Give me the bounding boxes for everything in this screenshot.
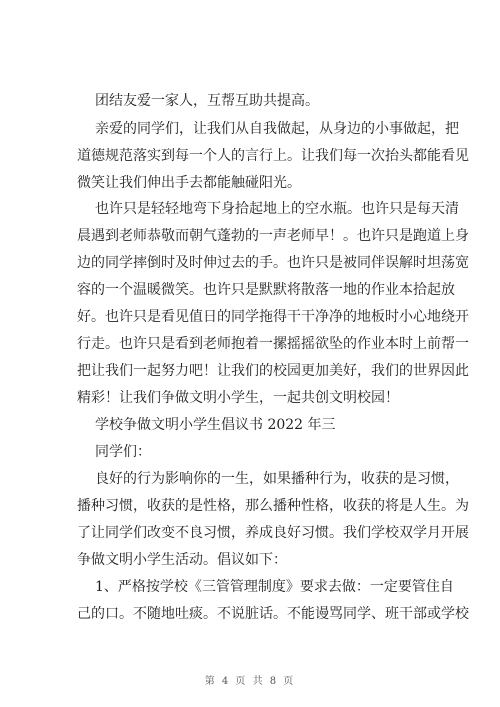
- text-line: 己的口。不随地吐痰。不说脏话。不能谩骂同学、班干部或学校: [77, 606, 469, 622]
- text-line: 行走。也许只是看到老师抱着一摞摇摇欲坠的作业本时上前帮一: [77, 336, 469, 352]
- paragraph-1: [95, 88, 413, 115]
- document-heading: [95, 412, 413, 439]
- text-line: 也许只是轻轻地弯下身拾起地上的空水瓶。也许只是每天清: [95, 201, 459, 217]
- text-line: 晨遇到老师恭敬而朝气蓬勃的一声老师早！。也许只是跑道上身: [77, 228, 469, 244]
- text-line: 播种习惯，收获的是性格，那么播种性格，收获的将是人生。为: [77, 498, 469, 514]
- salutation: [95, 439, 413, 466]
- text-line: 了让同学们改变不良习惯，养成良好习惯。我们学校双学月开展: [77, 525, 469, 541]
- text-line: 亲爱的同学们，让我们从自我做起，从身边的小事做起，把: [95, 121, 459, 137]
- text-line: 同学们：: [95, 444, 151, 460]
- text-line: 争做文明小学生活动。倡议如下：: [77, 552, 287, 568]
- text-line: 良好的行为影响你的一生，如果播种行为，收获的是习惯，: [95, 471, 459, 487]
- text-line: 学校争做文明小学生倡议书 2022 年三: [95, 417, 336, 433]
- paragraph-3: [77, 196, 469, 412]
- paragraph-2: [77, 116, 469, 197]
- text-line: 道德规范落实到每一个人的言行上。让我们每一次抬头都能看见: [77, 148, 469, 164]
- text-line: 微笑让我们伸出手去都能触碰阳光。: [77, 175, 301, 191]
- text-line: 把让我们一起努力吧！让我们的校园更加美好，我们的世界因此: [77, 363, 469, 379]
- text-line: 好。也许只是看见值日的同学拖得干干净净的地板时小心地绕开: [77, 309, 469, 325]
- text-line: 团结友爱一家人，互帮互助共提高。: [95, 93, 319, 109]
- text-line: 容的一个温暖微笑。也许只是默默将散落一地的作业本拾起放: [77, 282, 455, 298]
- paragraph-5: [77, 574, 469, 628]
- paragraph-4: [77, 466, 469, 574]
- text-line: 边的同学摔倒时及时伸过去的手。也许只是被同伴误解时坦荡宽: [77, 255, 469, 271]
- text-line: 1、严格按学校《三管管理制度》要求去做：一定要管住自: [95, 579, 454, 595]
- text-line: 精彩！让我们争做文明小学生，一起共创文明校园！: [77, 390, 399, 406]
- page-number-footer: 第 4 页 共 8 页: [204, 676, 296, 687]
